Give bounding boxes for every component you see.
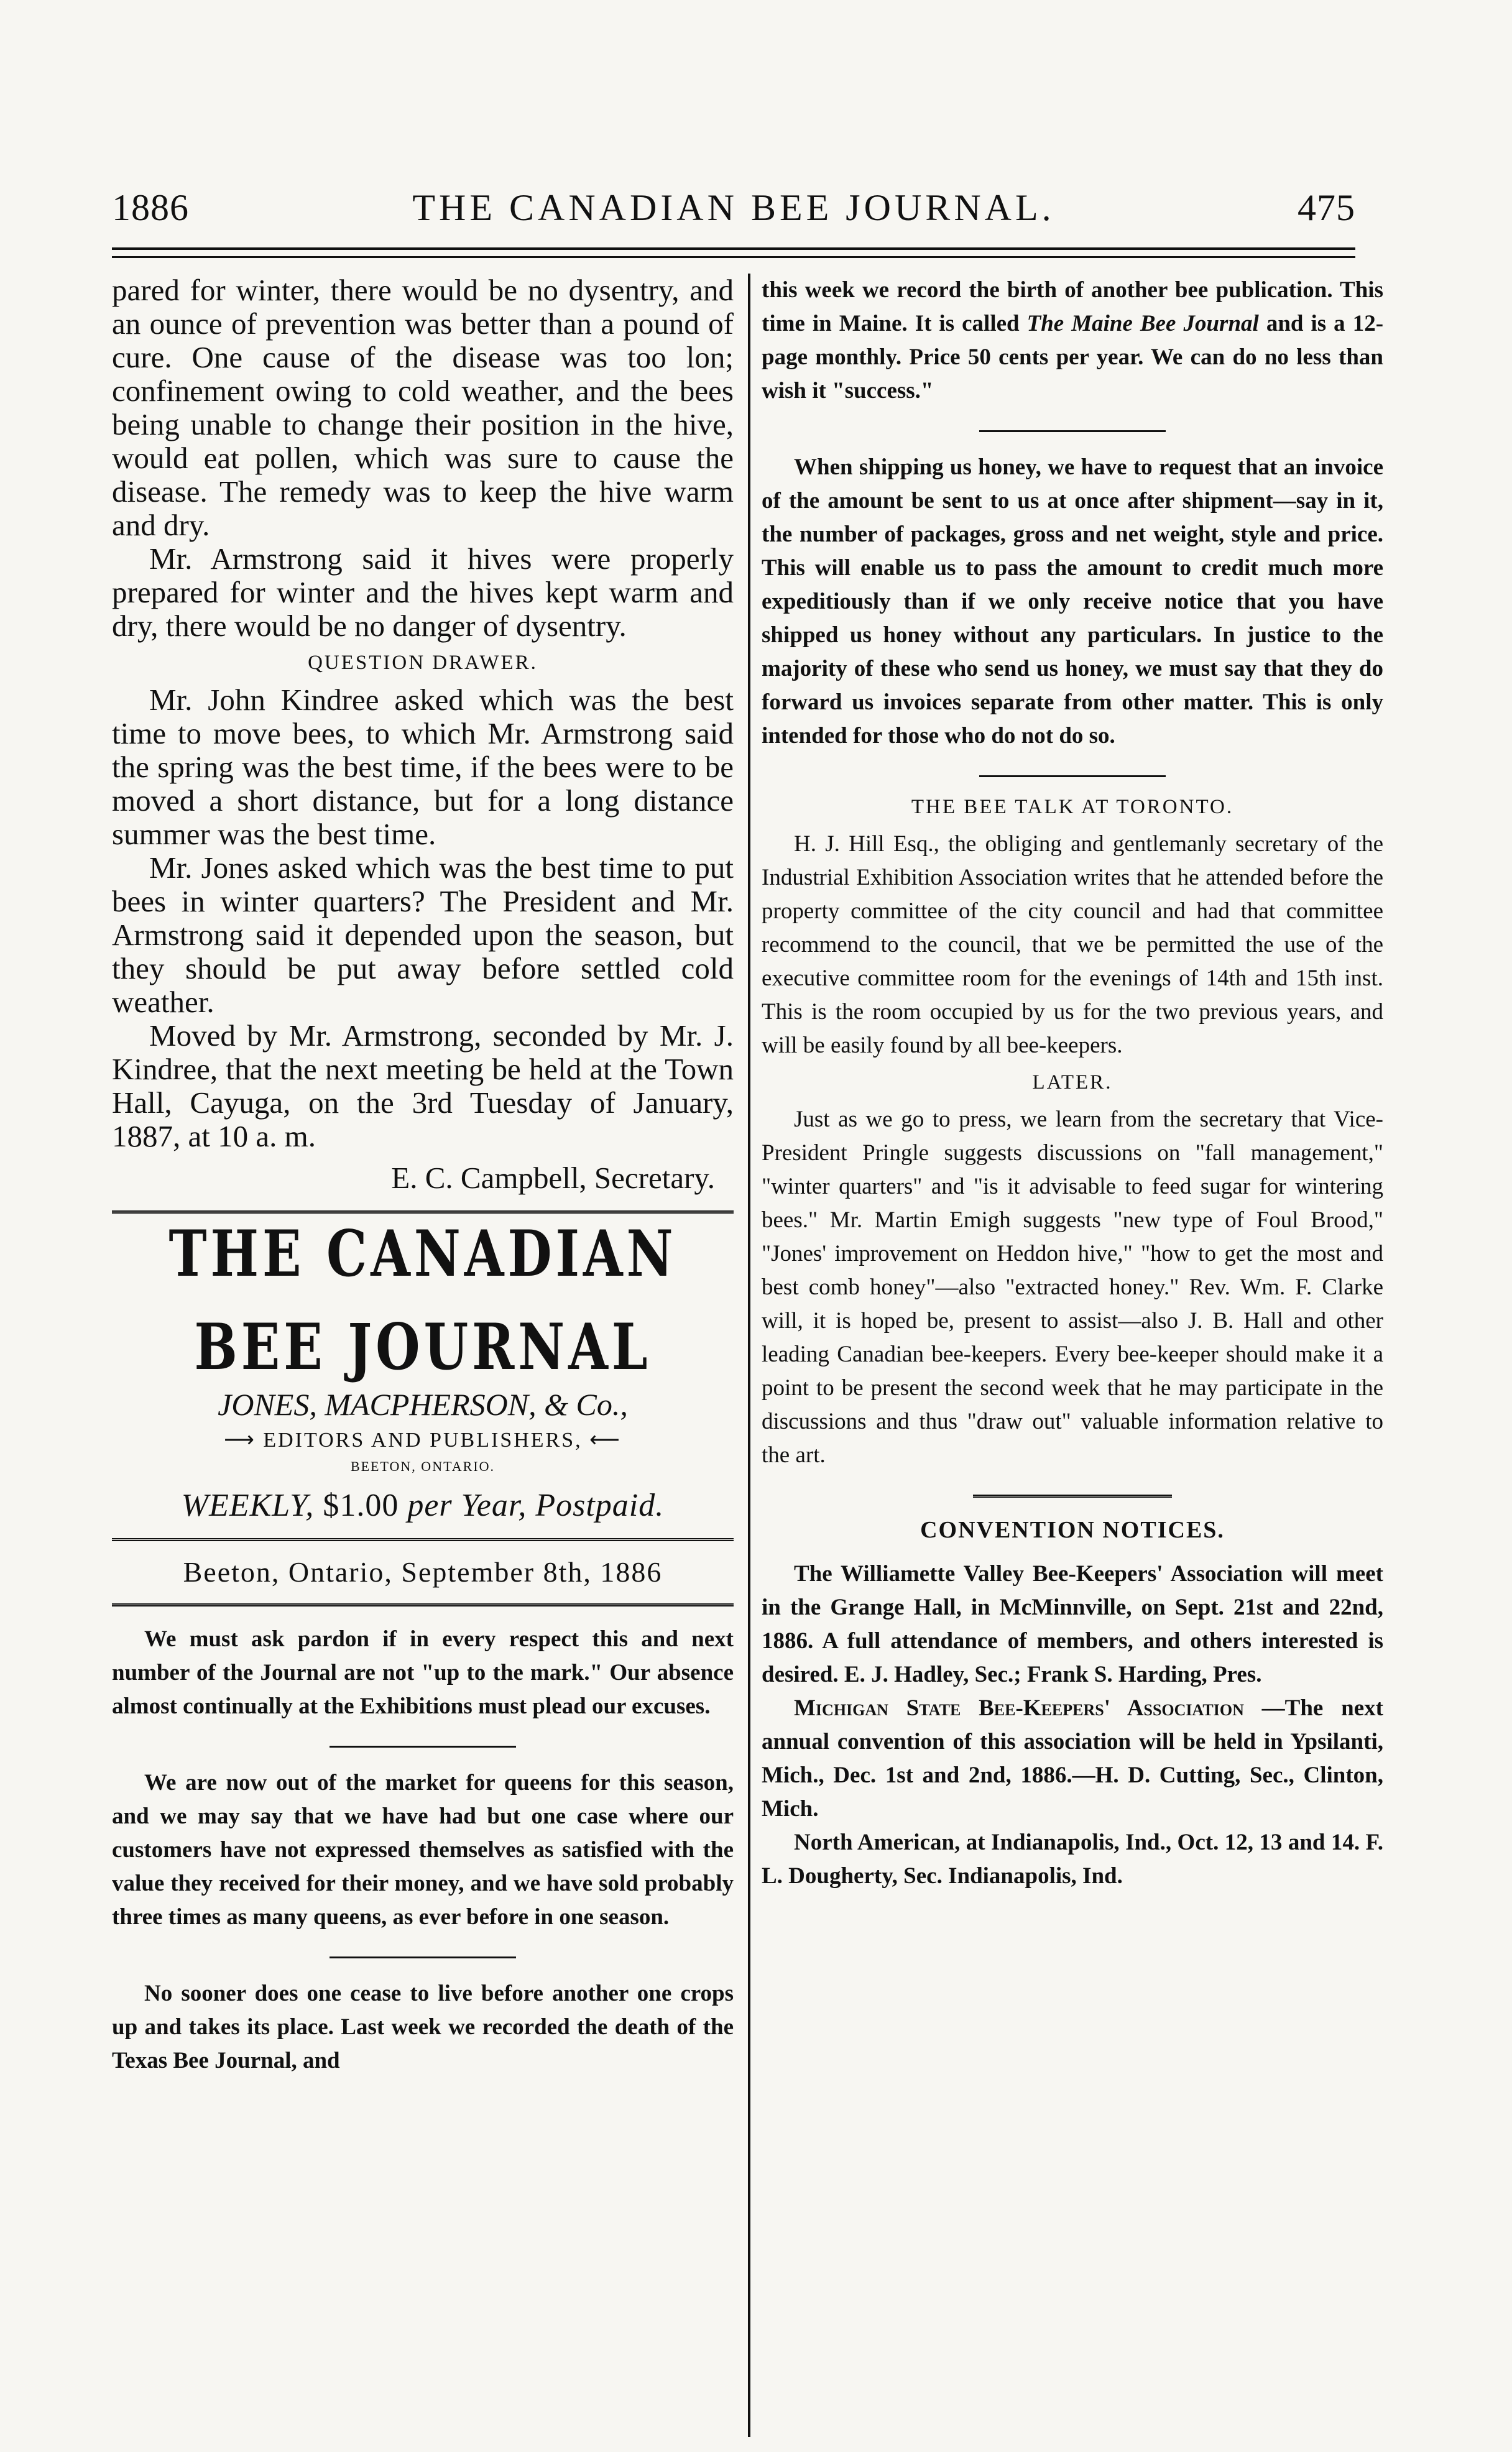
maine-journal-text-b: and is a 12-page monthly. Price 50 cents per year. We can do no less than wish it "success." xyxy=(762,311,1384,403)
secretary-signature: E. C. Campbell, Secretary. xyxy=(391,1161,715,1195)
paragraph-dysentery: pared for winter, there would be no dysentry, and an ounce of prevention was better than a pound of cure. One cause of the disease was too lon; confinement owing to cold weather, and the bees being unable to change their position in the hive, would eat pollen, which was sure to cause the disease. The remedy was to keep the hive warm and dry. xyxy=(112,273,734,542)
header-year: 1886 xyxy=(112,187,189,228)
bee-talk-heading: THE BEE TALK AT TORONTO. xyxy=(911,796,1234,818)
editorial-pardon: We must ask pardon if in every respect this and next number of the Journal are not "up to the mark." Our absence almost continually at the Exhibitions must plead our excuses. xyxy=(112,1626,734,1719)
masthead-title: THE CANADIAN BEE JOURNAL xyxy=(168,1217,677,1385)
paragraph-later: Just as we go to press, we learn from the secretary that Vice-President Pringle suggests discussions on "fall management," "winter quarters" and "is it advisable to feed sugar for wintering bees." Mr. Martin Emigh suggests "new type of Foul Brood," "Jones' improvement on Heddon hive," "how to get the most and best comb honey"—also "extracted honey." Rev. Wm. F. Clarke will, it is hoped be, present to assist—also J. B. Hall and other leading Canadian bee-keepers. Every bee-keeper should make it a point to be present the second week that he may participate in the discussions and thus "draw out" valuable information relative to the art. xyxy=(762,1107,1383,1468)
masthead-publishers-label: EDITORS AND PUBLISHERS, xyxy=(263,1429,583,1452)
ornamental-separator xyxy=(973,1495,1172,1498)
masthead-place: BEETON, ONTARIO. xyxy=(350,1459,496,1474)
notice-north-american: North American, at Indianapolis, Ind., Oct. 12, 13 and 14. F. L. Dougherty, Sec. Indianapolis, Ind. xyxy=(762,1830,1383,1889)
flourish-right-icon: ⟵ xyxy=(589,1429,622,1452)
running-header xyxy=(112,187,1355,236)
maine-journal-title: The Maine Bee Journal xyxy=(1026,311,1259,336)
price-amount: $1.00 xyxy=(323,1488,399,1523)
price-weekly: WEEKLY, xyxy=(181,1488,315,1523)
editorial-queens: We are now out of the market for queens for this season, and we may say that we have had but one case where our customers have not expressed themselves as satisfied with the value they received for their money, and we have sold probably three times as many queens, as ever before in one season. xyxy=(112,1770,734,1930)
header-title: THE CANADIAN BEE JOURNAL. xyxy=(412,187,1055,228)
michigan-notice-text: —The next annual convention of this association will be held in Ypsilanti, Mich., Dec. 1st and 2nd, 1886.—H. D. Cutting, Sec., Clinton, Mich. xyxy=(762,1695,1383,1822)
header-rule-2 xyxy=(112,256,1355,258)
paragraph-motion: Moved by Mr. Armstrong, seconded by Mr. J. Kindree, that the next meeting be held at the Town Hall, Cayuga, on the 3rd Tuesday of January, 1887, at 10 a. m. xyxy=(112,1018,734,1153)
question-drawer-heading: QUESTION DRAWER. xyxy=(308,652,538,674)
page-number: 475 xyxy=(1298,187,1355,228)
header-rule xyxy=(112,247,1355,250)
notice-michigan xyxy=(762,1692,1383,1826)
notice-williamette: The Williamette Valley Bee-Keepers' Association will meet in the Grange Hall, in McMinnville, on Sept. 21st and 22nd, 1886. A full attendance of members, and others interested is desired. E. J. Hadley, Sec.; Frank S. Harding, Pres. xyxy=(762,1561,1383,1687)
convention-notices-heading: CONVENTION NOTICES. xyxy=(920,1517,1225,1543)
masthead xyxy=(112,1217,734,1606)
masthead-rule xyxy=(112,1538,734,1541)
masthead-publishers xyxy=(112,1425,734,1456)
michigan-association-name: Michigan State Bee-Keepers' Association xyxy=(794,1695,1244,1721)
column-divider xyxy=(748,274,750,2437)
separator-rule xyxy=(330,1746,516,1748)
paragraph-maine-journal xyxy=(762,274,1383,408)
masthead-editors: JONES, MACPHERSON, & Co., xyxy=(218,1387,628,1422)
paragraph-armstrong: Mr. Armstrong said it hives were properly prepared for winter and the hives kept warm and dry, there would be no danger of dysentry. xyxy=(112,542,734,643)
flourish-left-icon: ⟶ xyxy=(224,1429,256,1452)
later-heading: LATER. xyxy=(1032,1071,1113,1094)
paragraph-hill: H. J. Hill Esq., the obliging and gentlemanly secretary of the Industrial Exhibition Association writes that he attended before the property committee of the city council and had that committee recommend to the council, that we be permitted the use of the executive committee room for the evenings of 14th and 15th inst. This is the room occupied by us for the two previous years, and will be easily found by all bee-keepers. xyxy=(762,831,1383,1058)
separator-rule xyxy=(979,430,1166,432)
paragraph-kindree: Mr. John Kindree asked which was the best time to move bees, to which Mr. Armstrong said the spring was the best time, if the bees were to be moved a short distance, but for a long distance summer was the best time. xyxy=(112,683,734,851)
separator-rule xyxy=(330,1957,516,1958)
masthead-price xyxy=(112,1483,734,1528)
paragraph-jones: Mr. Jones asked which was the best time to put bees in winter quarters? The President and Mr. Armstrong said it depended upon the season, but they should be put away before settled cold weather. xyxy=(112,850,734,1019)
right-column xyxy=(762,274,1383,1893)
maine-journal-text-a: this week we record the birth of another bee publication. This time in Maine. It is called xyxy=(762,277,1383,336)
editorial-texas-journal: No sooner does one cease to live before another one crops up and takes its place. Last week we recorded the death of the Texas Bee Journal, and xyxy=(112,1981,734,2073)
price-rest: per Year, Postpaid. xyxy=(407,1488,665,1523)
paragraph-shipping-honey: When shipping us honey, we have to request that an invoice of the amount be sent to us at once after shipment—say in it, the number of packages, gross and net weight, style and price. This will enable us to pass the amount to credit much more expeditiously than if we only receive notice that you have shipped us honey without any particulars. In justice to the majority of these who send us honey, we must say that they do forward us invoices separate from other matter. This is only intended for those who do not do so. xyxy=(762,454,1383,749)
left-column xyxy=(112,274,734,2078)
dateline: Beeton, Ontario, September 8th, 1886 xyxy=(183,1556,663,1588)
separator-rule xyxy=(979,775,1166,777)
